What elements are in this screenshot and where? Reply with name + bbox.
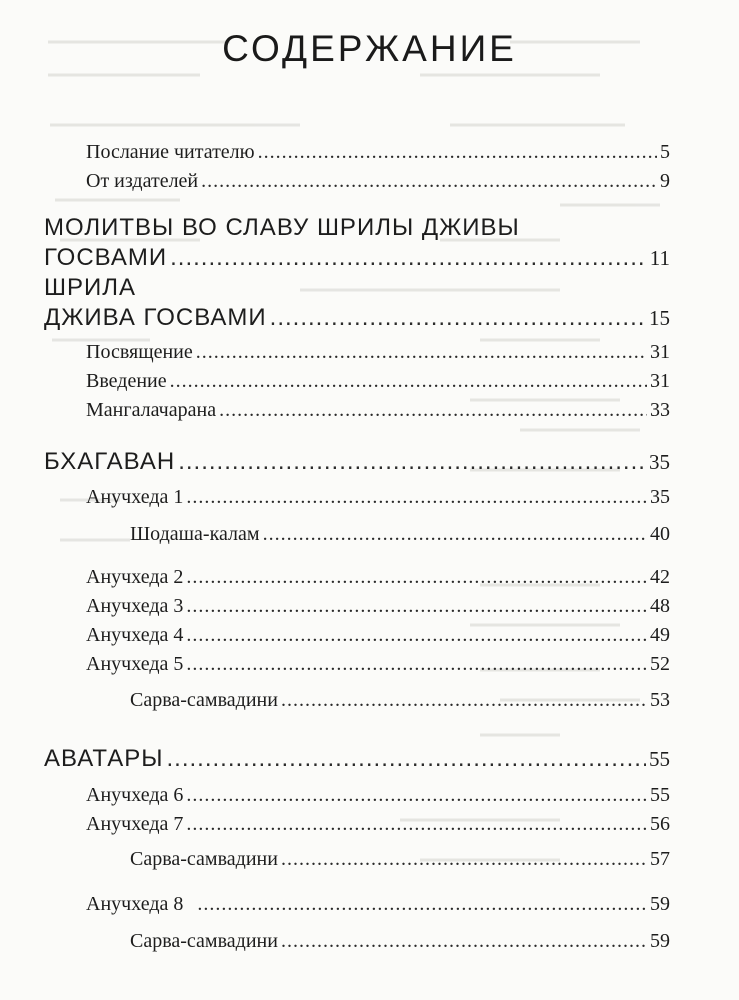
toc-entry-page: 9 (660, 170, 670, 192)
toc-entry-sarva-3 (130, 930, 670, 953)
toc-entry-vvedenie (86, 370, 670, 393)
toc-entry-label: АВАТАРЫ (44, 745, 164, 772)
leader-dots (281, 689, 647, 712)
toc-entry-page: 48 (650, 595, 670, 617)
leader-dots (186, 624, 647, 647)
leader-dots (186, 784, 647, 807)
toc-entry-label: Сарва-самвадини (130, 930, 278, 952)
toc-entry-page: 55 (649, 747, 670, 771)
leader-dots (281, 848, 647, 871)
leader-dots (196, 341, 647, 364)
toc-entry-anuch-7 (86, 813, 670, 836)
toc-entry-label: Анучхеда 8 (86, 893, 184, 915)
toc-entry-anuch-2 (86, 566, 670, 589)
leader-dots (186, 813, 647, 836)
toc-entry-mangalacharana (86, 399, 670, 422)
toc-entry-label: БХАГАВАН (44, 448, 176, 475)
toc-entry-label: Анучхеда 2 (86, 566, 184, 588)
toc-entry-page: 15 (649, 306, 670, 330)
leader-dots (186, 486, 647, 509)
toc-entry-page: 35 (650, 486, 670, 508)
toc-entry-label: Послание читателю (86, 141, 255, 163)
toc-entry-label: Анучхеда 5 (86, 653, 184, 675)
toc-entry-label: Анучхеда 6 (86, 784, 184, 806)
toc-entry-page: 57 (650, 848, 670, 870)
toc-entry-label: Анучхеда 4 (86, 624, 184, 646)
toc-entry-page: 31 (650, 370, 670, 392)
leader-dots (186, 566, 647, 589)
toc-entry-ot-izdateley (86, 170, 670, 193)
toc-entry-page: 59 (650, 893, 670, 915)
toc-entry-sarva-2 (130, 848, 670, 871)
toc-entry-anuch-3 (86, 595, 670, 618)
toc-entry-page: 33 (650, 399, 670, 421)
leader-dots (258, 141, 657, 164)
leader-dots (186, 595, 647, 618)
toc-entry-anuch-5 (86, 653, 670, 676)
toc-entry-label: ДЖИВА ГОСВАМИ (44, 304, 267, 331)
leader-dots (170, 370, 647, 393)
leader-dots (178, 448, 646, 476)
toc-entry-label: Анучхеда 3 (86, 595, 184, 617)
toc-entry-page: 53 (650, 689, 670, 711)
toc-entry-label: Анучхеда 1 (86, 486, 184, 508)
toc-entry-label: Сарва-самвадини (130, 689, 278, 711)
toc-entry-label: Мангалачарана (86, 399, 217, 421)
toc-entry-label: Анучхеда 7 (86, 813, 184, 835)
toc-entry-posvyashchenie (86, 341, 670, 364)
toc-entry-shodasha (130, 523, 670, 546)
toc-section-bhagavan (44, 448, 670, 476)
leader-dots (197, 893, 647, 916)
leader-dots (219, 399, 647, 422)
leader-dots (263, 523, 647, 546)
leader-dots (166, 745, 646, 773)
toc-entry-sarva-1 (130, 689, 670, 712)
toc-entry-label: От издателей (86, 170, 199, 192)
toc-entry-anuch-1 (86, 486, 670, 509)
toc-entry-page: 31 (650, 341, 670, 363)
toc-entry-label: Введение (86, 370, 167, 392)
leader-dots (281, 930, 647, 953)
toc-entry-label: Шодаша-калам (130, 523, 260, 545)
toc-section-avatary (44, 745, 670, 773)
toc-entry-label: ГОСВАМИ (44, 244, 168, 271)
toc-entry-page: 49 (650, 624, 670, 646)
toc-section-molitvy-line1: МОЛИТВЫ ВО СЛАВУ ШРИЛЫ ДЖИВЫ (44, 214, 520, 241)
toc-entry-poslanie (86, 141, 670, 164)
toc-entry-anuch-6 (86, 784, 670, 807)
leader-dots (201, 170, 657, 193)
toc-entry-page: 59 (650, 930, 670, 952)
toc-entry-page: 55 (650, 784, 670, 806)
toc-entry-page: 5 (660, 141, 670, 163)
toc-entry-page: 40 (650, 523, 670, 545)
toc-section-molitvy (44, 244, 670, 272)
toc-entry-anuch-8 (86, 893, 670, 916)
leader-dots (186, 653, 647, 676)
toc-entry-page: 52 (650, 653, 670, 675)
leader-dots (270, 304, 646, 332)
toc-section-shrila (44, 304, 670, 332)
page-title: СОДЕРЖАНИЕ (222, 28, 517, 69)
toc-entry-page: 11 (649, 246, 670, 270)
toc-entry-anuch-4 (86, 624, 670, 647)
toc-entry-label: Сарва-самвадини (130, 848, 278, 870)
toc-entry-page: 56 (650, 813, 670, 835)
toc-entry-page: 35 (649, 450, 670, 474)
toc-section-shrila-line1: ШРИЛА (44, 274, 137, 301)
leader-dots (170, 244, 647, 272)
toc-entry-page: 42 (650, 566, 670, 588)
toc-entry-label: Посвящение (86, 341, 193, 363)
